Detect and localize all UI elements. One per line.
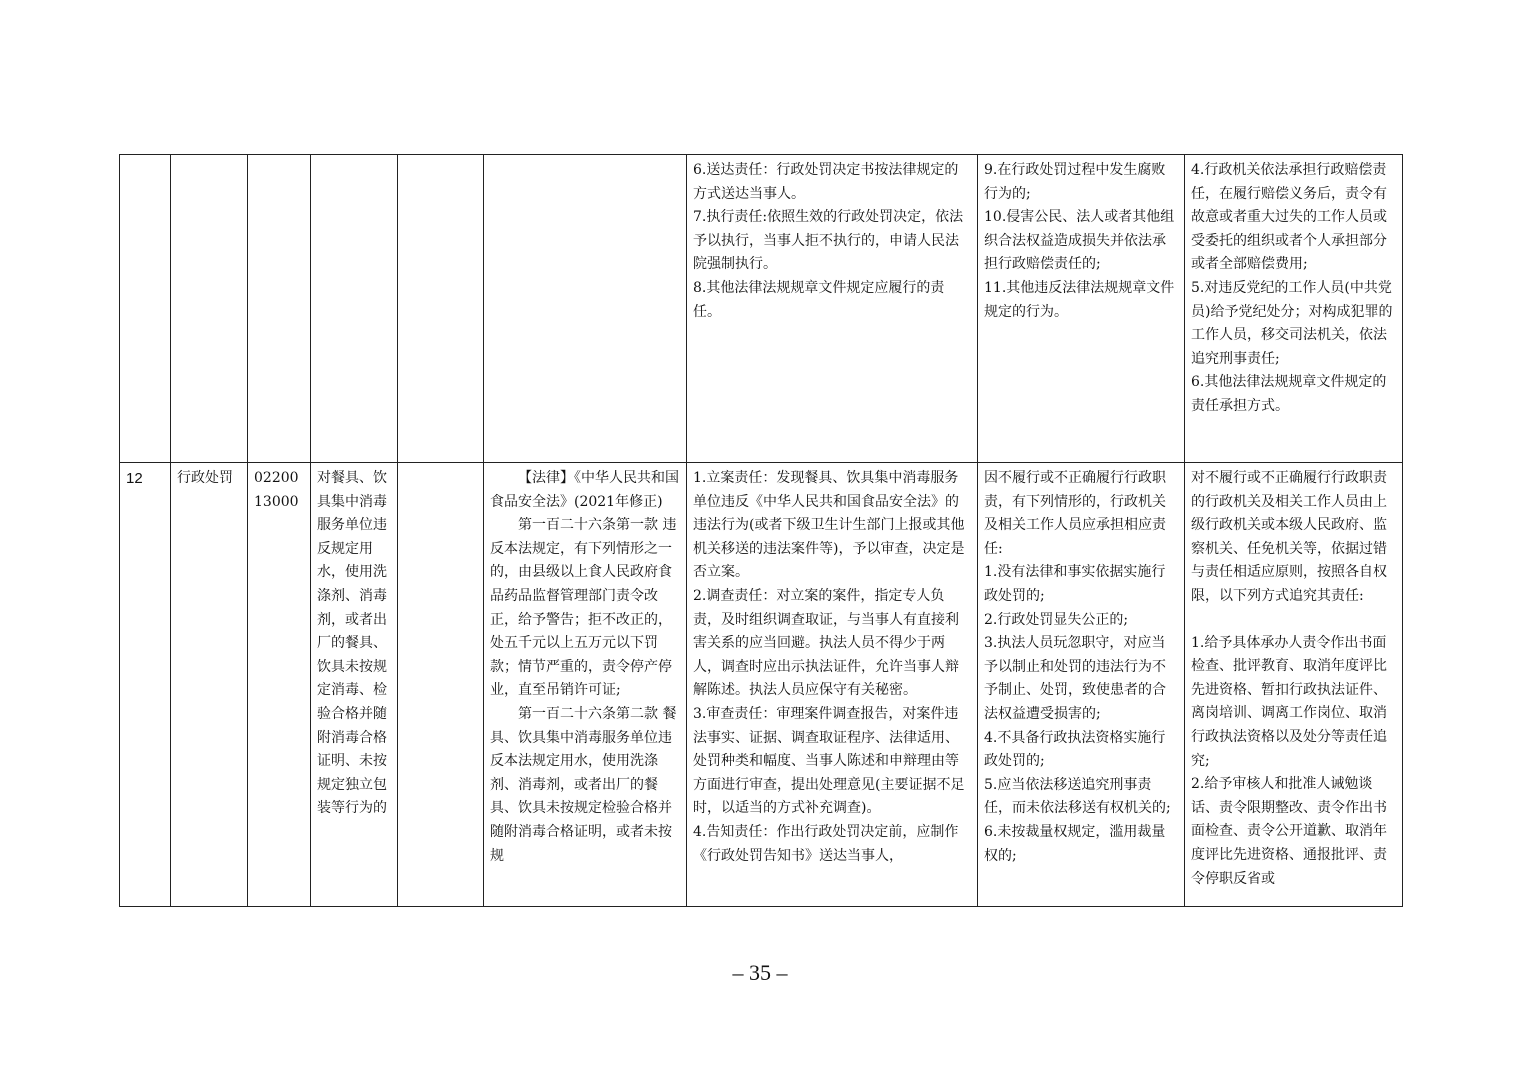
cell-accountability-cases: 9.在行政处罚过程中发生腐败行为的; 10.侵害公民、法人或者其他组织合法权益造成损失并依法承担行政赔偿责任的; 11.其他违反法律法规规章文件规定的行为。 bbox=[978, 155, 1185, 463]
cell-accountability-methods: 4.行政机关依法承担行政赔偿责任，在履行赔偿义务后，责令有故意或者重大过失的工作人员或受委托的组织或者个人承担部分或者全部赔偿费用; 5.对违反党纪的工作人员(中共党员)给予党纪处分；对构成犯罪的工作人员，移交司法机关，依法追究刑事责任; 6.其他法律法规规章文件规定的责任承担方式。 bbox=[1185, 155, 1403, 463]
cell-type bbox=[171, 155, 248, 463]
cell-index: 12 bbox=[120, 463, 171, 907]
cell-duties: 6.送达责任：行政处罚决定书按法律规定的方式送达当事人。 7.执行责任:依照生效的行政处罚决定，依法予以执行，当事人拒不执行的，申请人民法院强制执行。 8.其他法律法规规章文件规定应履行的责任。 bbox=[687, 155, 978, 463]
cell-type: 行政处罚 bbox=[171, 463, 248, 907]
page-number: – 35 – bbox=[732, 960, 788, 985]
cell-index bbox=[120, 155, 171, 463]
cell-code bbox=[248, 155, 311, 463]
cell-item-name bbox=[311, 155, 398, 463]
legal-basis-clause-2: 第一百二十六条第二款 餐具、饮具集中消毒服务单位违反本法规定用水，使用洗涤剂、消毒剂，或者出厂的餐具、饮具未按规定检验合格并随附消毒合格证明，或者未按规 bbox=[490, 705, 677, 864]
cell-sub-item bbox=[398, 155, 484, 463]
cell-duties: 1.立案责任：发现餐具、饮具集中消毒服务单位违反《中华人民共和国食品安全法》的违法行为(或者下级卫生计生部门上报或其他机关移送的违法案件等)，予以审查，决定是否立案。 2.调查责任：对立案的案件，指定专人负责，及时组织调查取证，与当事人有直接利害关系的应当回避。执法人员不得少于两人，调查时应出示执法证件，允许当事人辩解陈述。执法人员应保守有关秘密。 3.审查责任：审理案件调查报告，对案件违法事实、证据、调查取证程序、法律适用、处罚种类和幅度、当事人陈述和申辩理由等方面进行审查，提出处理意见(主要证据不足时，以适当的方式补充调查)。 4.告知责任：作出行政处罚决定前，应制作《行政处罚告知书》送达当事人， bbox=[687, 463, 978, 907]
legal-basis-clause-1: 第一百二十六条第一款 违反本法规定，有下列情形之一的，由县级以上食人民政府食品药品监督管理部门责令改正，给予警告；拒不改正的，处五千元以上五万元以下罚款；情节严重的，责令停产停业，直至吊销许可证; bbox=[490, 517, 677, 699]
accountability-list: 1.给予具体承办人责令作出书面检查、批评教育、取消年度评比先进资格、暂扣行政执法证件、离岗培训、调离工作岗位、取消行政执法资格以及处分等责任追究; 2.给予审核人和批准人诫勉谈话、责令限期整改、责令作出书面检查、责令公开道歉、取消年度评比先进资格、通报批评、责令停职反省或 bbox=[1191, 634, 1387, 887]
cell-accountability-cases: 因不履行或不正确履行行政职责，有下列情形的，行政机关及相关工作人员应承担相应责任: 1.没有法律和事实依据实施行政处罚的; 2.行政处罚显失公正的; 3.执法人员玩忽职守，对应当予以制止和处罚的违法行为不予制止、处罚，致使患者的合法权益遭受损害的; 4.不具备行政执法资格实施行政处罚的; 5.应当依法移送追究刑事责任，而未依法移送有权机关的; 6.未按裁量权规定，滥用裁量权的; bbox=[978, 463, 1185, 907]
cell-accountability-methods bbox=[1185, 463, 1403, 907]
accountability-intro: 对不履行或不正确履行行政职责的行政机关及相关工作人员由上级行政机关或本级人民政府、监察机关、任免机关等，依据过错与责任相适应原则，按照各自权限，以下列方式追究其责任: bbox=[1191, 470, 1387, 604]
cell-legal-basis bbox=[484, 463, 687, 907]
responsibility-table bbox=[119, 154, 1403, 907]
cell-legal-basis bbox=[484, 155, 687, 463]
legal-basis-source: 【法律】《中华人民共和国食品安全法》(2021年修正) bbox=[490, 470, 679, 510]
cell-sub-item bbox=[398, 463, 484, 907]
cell-code: 0220013000 bbox=[248, 463, 311, 907]
table-row bbox=[120, 463, 1403, 907]
cell-item-name: 对餐具、饮具集中消毒服务单位违反规定用水，使用洗涤剂、消毒剂，或者出厂的餐具、饮具未按规定消毒、检验合格并随附消毒合格证明、未按规定独立包装等行为的 bbox=[311, 463, 398, 907]
table-row bbox=[120, 155, 1403, 463]
